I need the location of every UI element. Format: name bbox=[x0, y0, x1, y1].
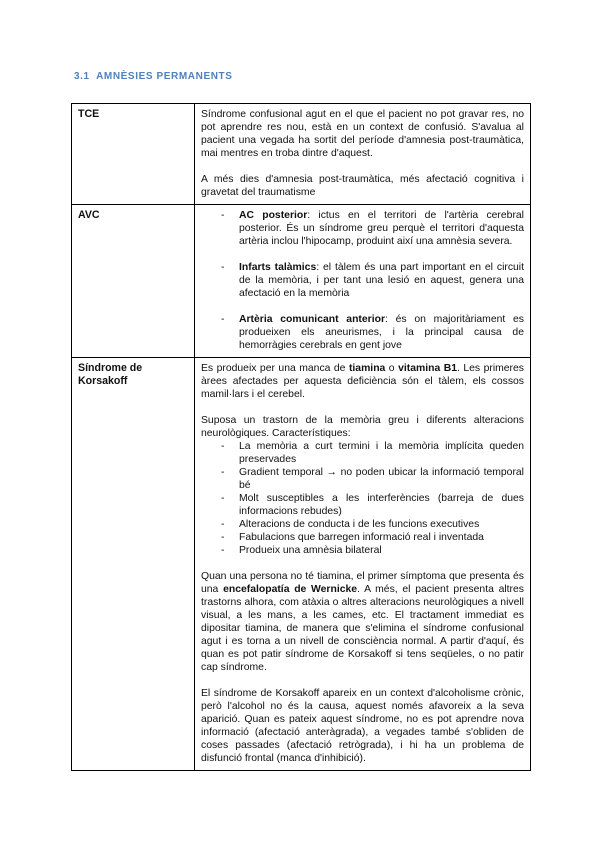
text-run: Quan una persona no té tiamina, el primer símptoma que presenta és una bbox=[201, 571, 524, 595]
korsakoff-paragraph-4: El síndrome de Korsakoff apareix en un context d'alcoholisme crònic, però l'alcohol no és la causa, aquest només afavoreix a la seva aparició. Quan es pateix aquest síndrome, no es pot aprendre nova informació (afectació anteràgrada), a vegades també s'obliden de coses passades (afectació retrògrada), i hi ha un problema de disfunció frontal (manca d'inhibició). bbox=[201, 688, 524, 764]
list-item: - Molt susceptibles a les interferències (barreja de dues informacions rebudes) bbox=[221, 492, 524, 518]
list-item: - Gradient temporal → no poden ubicar la informació temporal bé bbox=[221, 466, 524, 492]
list-item: - Produeix una amnèsia bilateral bbox=[221, 544, 524, 557]
row-label-tce: TCE bbox=[72, 104, 195, 205]
korsakoff-paragraph-3 bbox=[201, 570, 524, 674]
avc-description: : ictus en el territori de l'artèria cerebral posterior. És un síndrome greu perquè el territori d'aquesta artèria inclou l'hipocamp, produint així una amnèsia severa. bbox=[239, 210, 524, 247]
list-item bbox=[221, 313, 524, 352]
row-content-tce bbox=[195, 104, 531, 205]
section-title: AMNÈSIES PERMANENTS bbox=[96, 71, 233, 82]
section-number: 3.1 bbox=[74, 71, 90, 82]
avc-term: Artèria comunicant anterior bbox=[239, 314, 385, 325]
bold-term: encefalopatía de Wernicke bbox=[223, 584, 358, 595]
row-content-avc bbox=[195, 205, 531, 358]
table-row bbox=[72, 104, 531, 205]
korsakoff-paragraph-2: Suposa un trastorn de la memòria greu i diferents alteracions neurològiques. Característiques: bbox=[201, 415, 524, 439]
korsakoff-paragraph-1 bbox=[201, 362, 524, 401]
list-item: - Fabulacions que barregen informació real i inventada bbox=[221, 531, 524, 544]
list-item bbox=[221, 209, 524, 248]
tce-paragraph-1: Síndrome confusional agut en el que el pacient no pot gravar res, no pot aprendre res nou, està en un context de confusió. S'avalua al pacient una vegada ha sortit del període d'amnesia post-traumàtica, mai mentres en troba dintre d'aquest. bbox=[201, 109, 524, 159]
avc-description: : el tàlem és una part important en el circuit de la memòria, i per tant una lesió en aquest, genera una afectació en la memòria bbox=[239, 262, 525, 299]
avc-list bbox=[201, 209, 524, 352]
text-run: . Les primeres àrees afectades per aquesta deficiència són el tàlem, els cossos mamil·lars i el cerebel. bbox=[201, 363, 524, 400]
avc-description: : és on majoritàriament es produeixen els aneurismes, i la principal causa de hemorràgies cerebrals en gent jove bbox=[239, 314, 525, 351]
korsakoff-features-list bbox=[201, 440, 524, 557]
table-row bbox=[72, 358, 531, 771]
tce-paragraph-2: A més dies d'amnesia post-traumàtica, més afectació cognitiva i gravetat del traumatisme bbox=[201, 174, 524, 198]
text-run: Es produeix per una manca de bbox=[201, 363, 349, 374]
list-item: - Alteracions de conducta i de les funcions executives bbox=[221, 518, 524, 531]
amnesia-table bbox=[71, 103, 531, 771]
text-run: o bbox=[385, 363, 399, 374]
bold-term: vitamina B1 bbox=[398, 363, 457, 374]
table-row bbox=[72, 205, 531, 358]
row-label-avc: AVC bbox=[72, 205, 195, 358]
text-run: . A més, el pacient presenta altres trastorns alhora, com atàxia o altres alteracions neurològiques a nivell visual, a les mans, a les cames, etc. El tractament immediat es dipositar tiamina, de manera que s'elimina el síndrome confusional agut i es torna a un nivell de consciència normal. A partir d'aquí, és quan es pot patir síndrome de Korsakoff si tens seqüeles, o no patir cap síndrome. bbox=[201, 584, 524, 673]
bold-term: tiamina bbox=[348, 363, 386, 374]
list-item: - La memòria a curt termini i la memòria implícita queden preservades bbox=[221, 440, 524, 466]
avc-term: Infarts talàmics bbox=[239, 262, 317, 273]
row-label-korsakoff: Síndrome de Korsakoff bbox=[72, 358, 195, 771]
section-heading bbox=[74, 71, 233, 82]
row-content-korsakoff bbox=[195, 358, 531, 771]
avc-term: AC posterior bbox=[239, 210, 308, 221]
list-item bbox=[221, 261, 524, 300]
